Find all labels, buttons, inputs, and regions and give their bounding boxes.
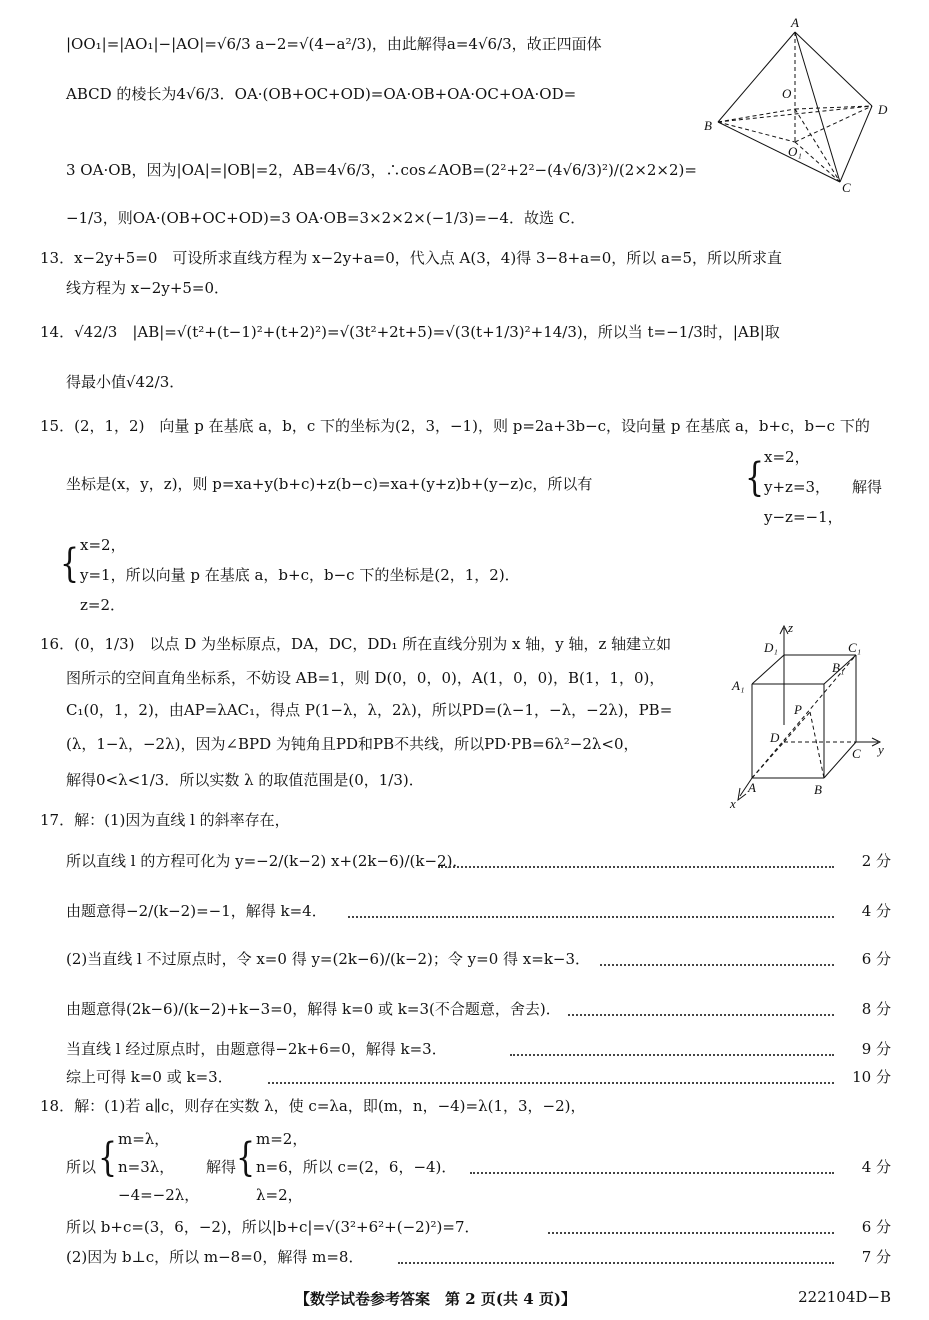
q12-line-2: ABCD 的棱长为4√6/3．OA·(OB+OC+OD)=OA·OB+OA·OC+OA·OD= [66,85,577,103]
score-18-6: 6 分 [861,1218,891,1236]
q17-step-6: 综上可得 k=0 或 k=3． [66,1068,233,1086]
q16-line-3: C₁(0，1，2)，由AP=λAC₁，得点 P(1−λ，λ，2λ)，所以PD=(λ−1，−λ，−2λ)，PB= [66,701,673,719]
tetra-label-a: A [791,15,799,30]
cube-label-x: x [730,796,736,810]
q17-step-2-dots [348,916,834,918]
cube-label-p: P [794,702,802,717]
cube-label-z: z [788,620,794,635]
tetra-label-b: B [704,118,712,133]
cube-label-c: C [852,746,861,761]
q18-step-3: (2)因为 b⊥c，所以 m−8=0，解得 m=8． [66,1248,364,1266]
q18-brace-1: { [98,1135,118,1182]
q17-step-3: (2)当直线 l 不过原点时，令 x=0 得 y=(2k−6)/(k−2)；令 y=0 得 x=k−3． [66,950,591,968]
q18-system-1-row-3: −4=−2λ， [118,1186,200,1204]
tetra-label-c: C [842,180,851,194]
q18-step-1-dots [470,1172,834,1174]
page-footer-title: 【数学试卷参考答案 第 2 页(共 4 页)】 [295,1290,576,1308]
q18-step-3-dots [398,1262,834,1264]
q15-line-2: 坐标是(x，y，z)，则 p=xa+y(b+c)+z(b−c)=xa+(y+z)b+(y−z)c，所以有 [66,475,593,493]
q15-brace-2: { [60,541,80,588]
score-2: 2 分 [861,852,891,870]
q15-line-1: 15．(2，1，2) 向量 p 在基底 a，b，c 下的坐标为(2，3，−1)，则 p=2a+3b−c，设向量 p 在基底 a，b+c，b−c 下的 [40,417,870,435]
cube-label-d: D [770,730,780,745]
q12-line-3: 3 OA·OB，因为|OA|=|OB|=2，AB=4√6/3，∴cos∠AOB=(2²+2²−(4√6/3)²)/(2×2×2)= [66,161,697,179]
q15-system-1-row-1: x=2， [764,448,810,466]
q15-system-2-row-1: x=2， [80,536,126,554]
q16-line-4: (λ，1−λ，−2λ)，因为∠BPD 为钝角且PD和PB不共线，所以PD·PB=6λ²−2λ<0， [66,735,639,753]
cube-label-a1: A₁ [732,678,745,693]
cube-label-c1: C₁ [848,640,862,655]
q15-system-2-row-3: z=2． [80,596,126,614]
score-18-7: 7 分 [861,1248,891,1266]
q13-line-2: 线方程为 x−2y+5=0． [66,279,230,297]
q17-step-1-dots [438,866,834,868]
cube-label-d1: D₁ [764,640,778,655]
q14-line-2: 得最小值√42/3． [66,373,185,391]
q16-line-2: 图所示的空间直角坐标系，不妨设 AB=1，则 D(0，0，0)，A(1，0，0)，B(1，1，0)， [66,669,665,687]
tetra-label-o1: O₁ [788,144,802,159]
q15-system-1-row-3: y−z=−1， [764,508,843,526]
score-10: 10 分 [852,1068,891,1086]
q18-system-2-row-2: n=6，所以 c=(2，6，−4)． [256,1158,457,1176]
q17-step-5: 当直线 l 经过原点时，由题意得−2k+6=0，解得 k=3． [66,1040,447,1058]
cube-figure [728,620,898,810]
q18-brace-2: { [236,1135,256,1182]
q17-step-4-dots [568,1014,834,1016]
q17-step-1: 所以直线 l 的方程可化为 y=−2/(k−2) x+(2k−6)/(k−2)． [66,852,468,870]
cube-label-a: A [748,780,756,795]
tetrahedron-figure [700,14,900,194]
q15-brace-1: { [745,455,765,502]
q18-system-2-row-3: λ=2， [256,1186,303,1204]
q18-so-word: 所以 [66,1158,97,1176]
cube-label-b: B [814,782,822,797]
q18-line-1: 18．解：(1)若 a∥c，则存在实数 λ，使 c=λa，即(m，n，−4)=λ(1，3，−2)， [40,1097,586,1115]
score-6: 6 分 [861,950,891,968]
q18-solve-word: 解得 [206,1158,237,1176]
q17-line-1: 17．解：(1)因为直线 l 的斜率存在， [40,811,290,829]
score-18-4: 4 分 [861,1158,891,1176]
q15-system-2-row-2: y=1，所以向量 p 在基底 a，b+c，b−c 下的坐标是(2，1，2)． [80,566,520,584]
cube-label-b1: B₁ [832,660,845,675]
q17-step-5-dots [510,1054,834,1056]
q17-step-4: 由题意得(2k−6)/(k−2)+k−3=0，解得 k=0 或 k=3(不合题意，舍去)． [66,1000,561,1018]
q18-system-1-row-2: n=3λ， [118,1158,175,1176]
q14-line-1: 14．√42/3 |AB|=√(t²+(t−1)²+(t+2)²)=√(3t²+2t+5)=√(3(t+1/3)²+14/3)，所以当 t=−1/3时，|AB|取 [40,323,780,341]
q18-step-2-dots [548,1232,834,1234]
q15-solve-word: 解得 [852,478,883,496]
q17-step-6-dots [268,1082,834,1084]
tetra-label-o: O [782,86,792,101]
tetra-label-d: D [878,102,888,117]
q16-line-5: 解得0<λ<1/3．所以实数 λ 的取值范围是(0，1/3)． [66,771,424,789]
q15-system-1-row-2: y+z=3， [764,478,831,496]
cube-label-y: y [878,742,884,757]
q17-step-2: 由题意得−2/(k−2)=−1，解得 k=4． [66,902,327,920]
q12-line-1: |OO₁|=|AO₁|−|AO|=√6/3 a−2=√(4−a²/3)，由此解得a=4√6/3，故正四面体 [66,35,602,53]
score-8: 8 分 [861,1000,891,1018]
q13-line-1: 13．x−2y+5=0 可设所求直线方程为 x−2y+a=0，代入点 A(3，4)得 3−8+a=0，所以 a=5，所以所求直 [40,249,783,267]
page-footer-code: 222104D−B [798,1288,891,1306]
q17-step-3-dots [600,964,834,966]
q18-system-2-row-1: m=2， [256,1130,308,1148]
q12-line-4: −1/3，则OA·(OB+OC+OD)=3 OA·OB=3×2×2×(−1/3)=−4．故选 C． [66,209,586,227]
q16-line-1: 16．(0，1/3) 以点 D 为坐标原点，DA，DC，DD₁ 所在直线分别为 x 轴，y 轴，z 轴建立如 [40,635,672,653]
score-9: 9 分 [861,1040,891,1058]
score-4: 4 分 [861,902,891,920]
q18-step-2: 所以 b+c=(3，6，−2)，所以|b+c|=√(3²+6²+(−2)²)=7． [66,1218,480,1236]
q18-system-1-row-1: m=λ， [118,1130,170,1148]
